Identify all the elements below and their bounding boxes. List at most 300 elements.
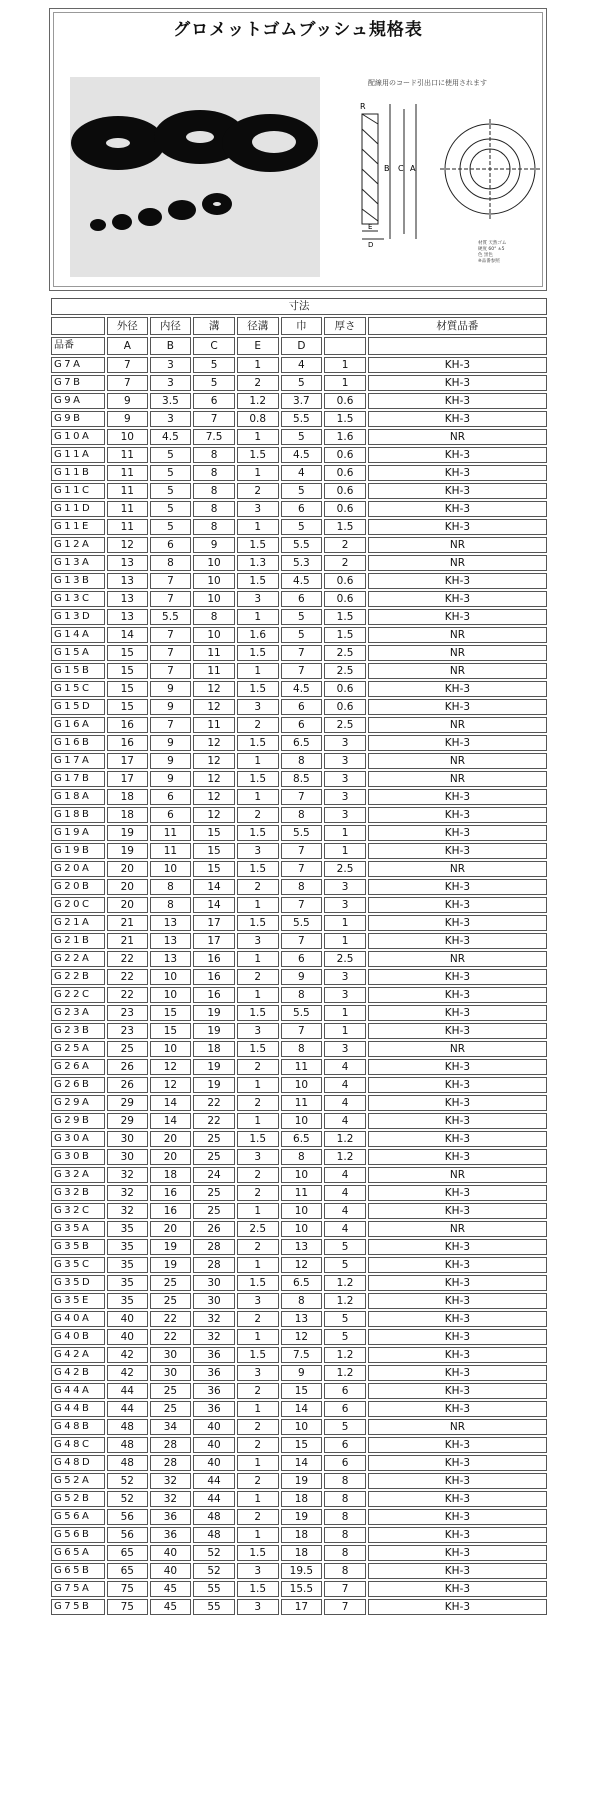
table-cell: 6.5	[281, 1275, 323, 1291]
part-number-cell: G56A	[51, 1509, 105, 1525]
table-cell: 11	[193, 717, 235, 733]
part-number-cell: G22B	[51, 969, 105, 985]
table-cell: 7	[107, 375, 148, 391]
part-number-cell: G75A	[51, 1581, 105, 1597]
table-cell: 1	[237, 609, 279, 625]
table-row	[51, 1059, 547, 1075]
table-row	[51, 987, 547, 1003]
table-cell: 19.5	[281, 1563, 323, 1579]
table-cell: 52	[193, 1545, 235, 1561]
table-cell: 4.5	[150, 429, 192, 445]
table-row	[51, 825, 547, 841]
table-cell: 8	[281, 879, 323, 895]
table-cell: 35	[107, 1275, 148, 1291]
table-cell: 4	[324, 1077, 366, 1093]
part-number-cell: G22C	[51, 987, 105, 1003]
table-cell: 2	[237, 807, 279, 823]
table-cell: 3	[237, 1293, 279, 1309]
table-cell: 1	[237, 465, 279, 481]
table-row	[51, 663, 547, 679]
part-number-cell: G13A	[51, 555, 105, 571]
part-number-cell: G20A	[51, 861, 105, 877]
table-cell: KH-3	[368, 1365, 547, 1381]
table-cell: 7	[281, 663, 323, 679]
table-cell: 1.5	[237, 735, 279, 751]
table-cell: 32	[107, 1167, 148, 1183]
table-cell: 5	[281, 519, 323, 535]
part-number-cell: G35C	[51, 1257, 105, 1273]
table-cell: 2	[237, 1311, 279, 1327]
table-row	[51, 1257, 547, 1273]
table-cell: KH-3	[368, 825, 547, 841]
table-cell: 20	[107, 861, 148, 877]
table-cell: 1.5	[237, 645, 279, 661]
table-cell: 22	[150, 1329, 192, 1345]
part-number-cell: G48C	[51, 1437, 105, 1453]
column-header: B	[150, 337, 192, 355]
table-cell: 44	[107, 1383, 148, 1399]
table-cell: 16	[107, 717, 148, 733]
table-cell: KH-3	[368, 1149, 547, 1165]
label-r: R	[360, 102, 366, 111]
table-cell: 1.6	[237, 627, 279, 643]
table-cell: 16	[193, 951, 235, 967]
column-header	[368, 337, 547, 355]
table-cell: 6	[324, 1401, 366, 1417]
table-cell: 26	[193, 1221, 235, 1237]
table-cell: 1.5	[324, 411, 366, 427]
table-cell: KH-3	[368, 699, 547, 715]
part-number-cell: G17A	[51, 753, 105, 769]
table-cell: KH-3	[368, 1131, 547, 1147]
table-row	[51, 699, 547, 715]
table-row	[51, 1437, 547, 1453]
table-cell: 6	[281, 717, 323, 733]
table-cell: 56	[107, 1527, 148, 1543]
table-cell: 17	[193, 915, 235, 931]
table-cell: 10	[281, 1167, 323, 1183]
table-cell: 4.5	[281, 573, 323, 589]
table-cell: 2	[237, 1437, 279, 1453]
table-cell: 11	[150, 843, 192, 859]
table-cell: 55	[193, 1599, 235, 1615]
part-number-cell: G21B	[51, 933, 105, 949]
table-cell: 6	[281, 591, 323, 607]
table-cell: 15	[107, 699, 148, 715]
table-cell: 1	[237, 1257, 279, 1273]
table-cell: 1.5	[237, 447, 279, 463]
table-cell: 1.5	[237, 825, 279, 841]
table-cell: 20	[150, 1221, 192, 1237]
table-row	[51, 1491, 547, 1507]
table-cell: 12	[150, 1077, 192, 1093]
table-cell: KH-3	[368, 1311, 547, 1327]
table-cell: 1	[324, 843, 366, 859]
table-cell: 2	[237, 375, 279, 391]
table-cell: 1.5	[237, 537, 279, 553]
table-cell: KH-3	[368, 411, 547, 427]
table-cell: 3	[237, 699, 279, 715]
table-cell: 18	[281, 1527, 323, 1543]
table-cell: 19	[150, 1257, 192, 1273]
table-cell: 25	[150, 1401, 192, 1417]
table-cell: KH-3	[368, 357, 547, 373]
legend-line: 硬度 60° ±5	[478, 247, 505, 252]
table-cell: 7	[107, 357, 148, 373]
table-cell: 36	[150, 1527, 192, 1543]
table-cell: 16	[107, 735, 148, 751]
table-row	[51, 771, 547, 787]
table-cell: 1.5	[324, 519, 366, 535]
table-cell: 6	[324, 1455, 366, 1471]
table-cell: 40	[193, 1437, 235, 1453]
table-cell: 10	[150, 987, 192, 1003]
table-row	[51, 1113, 547, 1129]
table-cell: 1	[324, 915, 366, 931]
table-cell: 12	[193, 807, 235, 823]
table-cell: 30	[107, 1149, 148, 1165]
part-number-cell: G42B	[51, 1365, 105, 1381]
table-cell: 15	[107, 681, 148, 697]
table-cell: 75	[107, 1599, 148, 1615]
part-number-cell: G16A	[51, 717, 105, 733]
table-cell: KH-3	[368, 1257, 547, 1273]
table-cell: 7	[193, 411, 235, 427]
table-row	[51, 1293, 547, 1309]
table-cell: NR	[368, 645, 547, 661]
table-cell: 40	[150, 1545, 192, 1561]
table-cell: 9	[150, 681, 192, 697]
table-cell: 2	[237, 1473, 279, 1489]
table-cell: 1	[237, 1455, 279, 1471]
table-cell: KH-3	[368, 807, 547, 823]
table-cell: 2.5	[324, 717, 366, 733]
table-cell: 1	[237, 987, 279, 1003]
table-cell: 36	[150, 1509, 192, 1525]
table-cell: 17	[281, 1599, 323, 1615]
table-cell: 5	[281, 609, 323, 625]
table-cell: 2	[237, 1239, 279, 1255]
table-cell: 3	[237, 933, 279, 949]
table-cell: 4	[324, 1203, 366, 1219]
table-cell: 2	[237, 1095, 279, 1111]
table-cell: 44	[107, 1401, 148, 1417]
spec-sheet	[49, 8, 549, 1617]
column-header: D	[281, 337, 323, 355]
table-cell: 2	[237, 717, 279, 733]
table-cell: 2.5	[324, 663, 366, 679]
table-cell: 12	[193, 699, 235, 715]
table-cell: 8.5	[281, 771, 323, 787]
table-cell: 34	[150, 1419, 192, 1435]
table-cell: 0.6	[324, 573, 366, 589]
table-cell: 2.5	[324, 861, 366, 877]
table-cell: 6	[324, 1383, 366, 1399]
part-number-cell: G19A	[51, 825, 105, 841]
table-cell: 24	[193, 1167, 235, 1183]
table-cell: 8	[281, 807, 323, 823]
table-cell: KH-3	[368, 1401, 547, 1417]
table-cell: KH-3	[368, 519, 547, 535]
table-cell: 30	[107, 1131, 148, 1147]
table-cell: 14	[193, 879, 235, 895]
table-cell: 25	[193, 1203, 235, 1219]
table-row	[51, 1239, 547, 1255]
label-c: C	[398, 164, 404, 173]
table-cell: 75	[107, 1581, 148, 1597]
part-number-cell: G48B	[51, 1419, 105, 1435]
table-cell: 1.5	[237, 1131, 279, 1147]
dimension-header-row	[51, 298, 547, 315]
table-cell: 1.5	[237, 1347, 279, 1363]
table-cell: 0.6	[324, 393, 366, 409]
table-cell: 15	[193, 825, 235, 841]
table-cell: 6	[150, 537, 192, 553]
table-cell: NR	[368, 1041, 547, 1057]
table-cell: 5	[150, 483, 192, 499]
table-cell: 1.2	[324, 1347, 366, 1363]
table-cell: KH-3	[368, 843, 547, 859]
part-number-cell: G32B	[51, 1185, 105, 1201]
part-number-cell: G32A	[51, 1167, 105, 1183]
table-cell: 0.6	[324, 699, 366, 715]
table-cell: 16	[193, 987, 235, 1003]
table-cell: 22	[107, 951, 148, 967]
table-cell: 1	[237, 897, 279, 913]
table-row	[51, 537, 547, 553]
table-cell: 4	[324, 1221, 366, 1237]
table-cell: 15	[107, 663, 148, 679]
table-cell: 25	[107, 1041, 148, 1057]
table-cell: 7	[324, 1599, 366, 1615]
table-cell: 3	[324, 789, 366, 805]
part-number-cell: G15B	[51, 663, 105, 679]
table-cell: 11	[193, 663, 235, 679]
table-cell: 5	[150, 519, 192, 535]
table-cell: 1.5	[237, 861, 279, 877]
table-cell: 5	[193, 375, 235, 391]
table-row	[51, 357, 547, 373]
table-row	[51, 1599, 547, 1615]
table-cell: 8	[324, 1491, 366, 1507]
table-cell: 25	[193, 1149, 235, 1165]
legend-line: ※品番参照	[478, 259, 500, 264]
table-cell: 28	[150, 1437, 192, 1453]
table-cell: 8	[150, 879, 192, 895]
table-cell: 1.5	[324, 609, 366, 625]
table-cell: 48	[107, 1419, 148, 1435]
table-cell: 18	[107, 789, 148, 805]
column-header: C	[193, 337, 235, 355]
table-cell: 0.6	[324, 591, 366, 607]
table-cell: 3	[150, 411, 192, 427]
part-number-cell: G13B	[51, 573, 105, 589]
part-number-cell: G48D	[51, 1455, 105, 1471]
table-cell: 15.5	[281, 1581, 323, 1597]
part-number-cell: G11E	[51, 519, 105, 535]
table-cell: 8	[324, 1527, 366, 1543]
table-cell: 32	[193, 1311, 235, 1327]
table-row	[51, 1329, 547, 1345]
table-row	[51, 483, 547, 499]
table-cell: 32	[107, 1203, 148, 1219]
table-row	[51, 735, 547, 751]
part-number-cell: G7A	[51, 357, 105, 373]
table-row	[51, 789, 547, 805]
table-row	[51, 1041, 547, 1057]
table-cell: 17	[107, 753, 148, 769]
part-number-cell: G35B	[51, 1239, 105, 1255]
table-cell: 12	[193, 789, 235, 805]
table-cell: 22	[150, 1311, 192, 1327]
table-cell: 12	[193, 771, 235, 787]
table-cell: 1	[237, 663, 279, 679]
table-cell: 19	[281, 1509, 323, 1525]
table-cell: 6.5	[281, 1131, 323, 1147]
table-cell: KH-3	[368, 1473, 547, 1489]
table-cell: 1.2	[324, 1131, 366, 1147]
table-cell: 14	[281, 1401, 323, 1417]
table-cell: 1	[237, 789, 279, 805]
table-cell: 36	[193, 1365, 235, 1381]
table-cell: 19	[107, 843, 148, 859]
part-number-cell: G11D	[51, 501, 105, 517]
table-cell: 16	[193, 969, 235, 985]
table-cell: 7	[150, 717, 192, 733]
table-cell: 6	[150, 789, 192, 805]
table-cell: 23	[107, 1005, 148, 1021]
table-cell: 16	[150, 1185, 192, 1201]
table-cell: 3	[237, 843, 279, 859]
table-cell: 8	[193, 519, 235, 535]
table-row	[51, 555, 547, 571]
table-cell: 13	[107, 591, 148, 607]
table-cell: 19	[193, 1005, 235, 1021]
table-cell: 7	[281, 1023, 323, 1039]
table-cell: 3	[237, 501, 279, 517]
table-cell: KH-3	[368, 879, 547, 895]
table-cell: 1	[237, 1527, 279, 1543]
table-cell: 29	[107, 1095, 148, 1111]
table-cell: KH-3	[368, 1455, 547, 1471]
table-cell: 15	[150, 1005, 192, 1021]
table-cell: 10	[281, 1203, 323, 1219]
part-number-cell: G11B	[51, 465, 105, 481]
table-cell: 13	[107, 573, 148, 589]
part-number-cell: G15A	[51, 645, 105, 661]
table-cell: 1	[237, 357, 279, 373]
table-cell: 10	[150, 861, 192, 877]
table-cell: KH-3	[368, 1185, 547, 1201]
table-cell: KH-3	[368, 393, 547, 409]
table-cell: 19	[193, 1059, 235, 1075]
table-row	[51, 519, 547, 535]
table-cell: KH-3	[368, 1095, 547, 1111]
column-header: 内径	[150, 317, 192, 335]
table-cell: 7	[150, 645, 192, 661]
table-cell: 12	[281, 1329, 323, 1345]
table-row	[51, 501, 547, 517]
table-cell: 10	[150, 969, 192, 985]
table-cell: 3	[324, 753, 366, 769]
table-cell: 55	[193, 1581, 235, 1597]
table-cell: 18	[193, 1041, 235, 1057]
table-cell: 19	[193, 1077, 235, 1093]
table-cell: 11	[107, 447, 148, 463]
part-number-cell: G30A	[51, 1131, 105, 1147]
table-cell: 10	[281, 1419, 323, 1435]
table-cell: 48	[107, 1455, 148, 1471]
table-cell: 5	[281, 375, 323, 391]
table-cell: 11	[281, 1059, 323, 1075]
spec-table	[49, 296, 549, 1617]
part-number-cell: G14A	[51, 627, 105, 643]
table-cell: KH-3	[368, 1347, 547, 1363]
table-cell: 22	[107, 987, 148, 1003]
table-row	[51, 1185, 547, 1201]
table-cell: 45	[150, 1599, 192, 1615]
table-cell: NR	[368, 951, 547, 967]
grommet-photo	[70, 77, 320, 277]
table-row	[51, 1365, 547, 1381]
table-cell: KH-3	[368, 609, 547, 625]
table-row	[51, 1545, 547, 1561]
table-cell: NR	[368, 663, 547, 679]
table-cell: 17	[107, 771, 148, 787]
part-number-cell: G75B	[51, 1599, 105, 1615]
table-cell: 45	[150, 1581, 192, 1597]
table-row	[51, 627, 547, 643]
table-cell: 11	[107, 465, 148, 481]
table-cell: 48	[193, 1527, 235, 1543]
table-cell: KH-3	[368, 573, 547, 589]
table-cell: 32	[150, 1473, 192, 1489]
table-cell: 1.2	[324, 1293, 366, 1309]
table-cell: 3	[324, 735, 366, 751]
table-cell: 13	[107, 555, 148, 571]
table-cell: 8	[193, 447, 235, 463]
table-row	[51, 1077, 547, 1093]
table-cell: KH-3	[368, 969, 547, 985]
table-cell: 3	[324, 969, 366, 985]
table-cell: 15	[193, 861, 235, 877]
table-row	[51, 609, 547, 625]
table-cell: NR	[368, 537, 547, 553]
table-cell: 0.8	[237, 411, 279, 427]
table-cell: 7.5	[193, 429, 235, 445]
table-cell: KH-3	[368, 483, 547, 499]
table-cell: 1	[324, 933, 366, 949]
table-cell: 32	[107, 1185, 148, 1201]
table-cell: NR	[368, 627, 547, 643]
table-cell: KH-3	[368, 1491, 547, 1507]
table-cell: 3	[237, 1149, 279, 1165]
table-cell: 6	[281, 699, 323, 715]
table-row	[51, 1023, 547, 1039]
table-cell: 7	[324, 1581, 366, 1597]
table-cell: 12	[107, 537, 148, 553]
table-cell: 8	[281, 1041, 323, 1057]
table-cell: 6	[193, 393, 235, 409]
spec-table-body	[51, 357, 547, 1615]
table-cell: 8	[150, 555, 192, 571]
table-cell: 8	[193, 501, 235, 517]
table-cell: 9	[107, 411, 148, 427]
table-cell: 5	[324, 1311, 366, 1327]
part-number-cell: G40A	[51, 1311, 105, 1327]
part-number-cell: G35E	[51, 1293, 105, 1309]
table-cell: 3	[324, 897, 366, 913]
